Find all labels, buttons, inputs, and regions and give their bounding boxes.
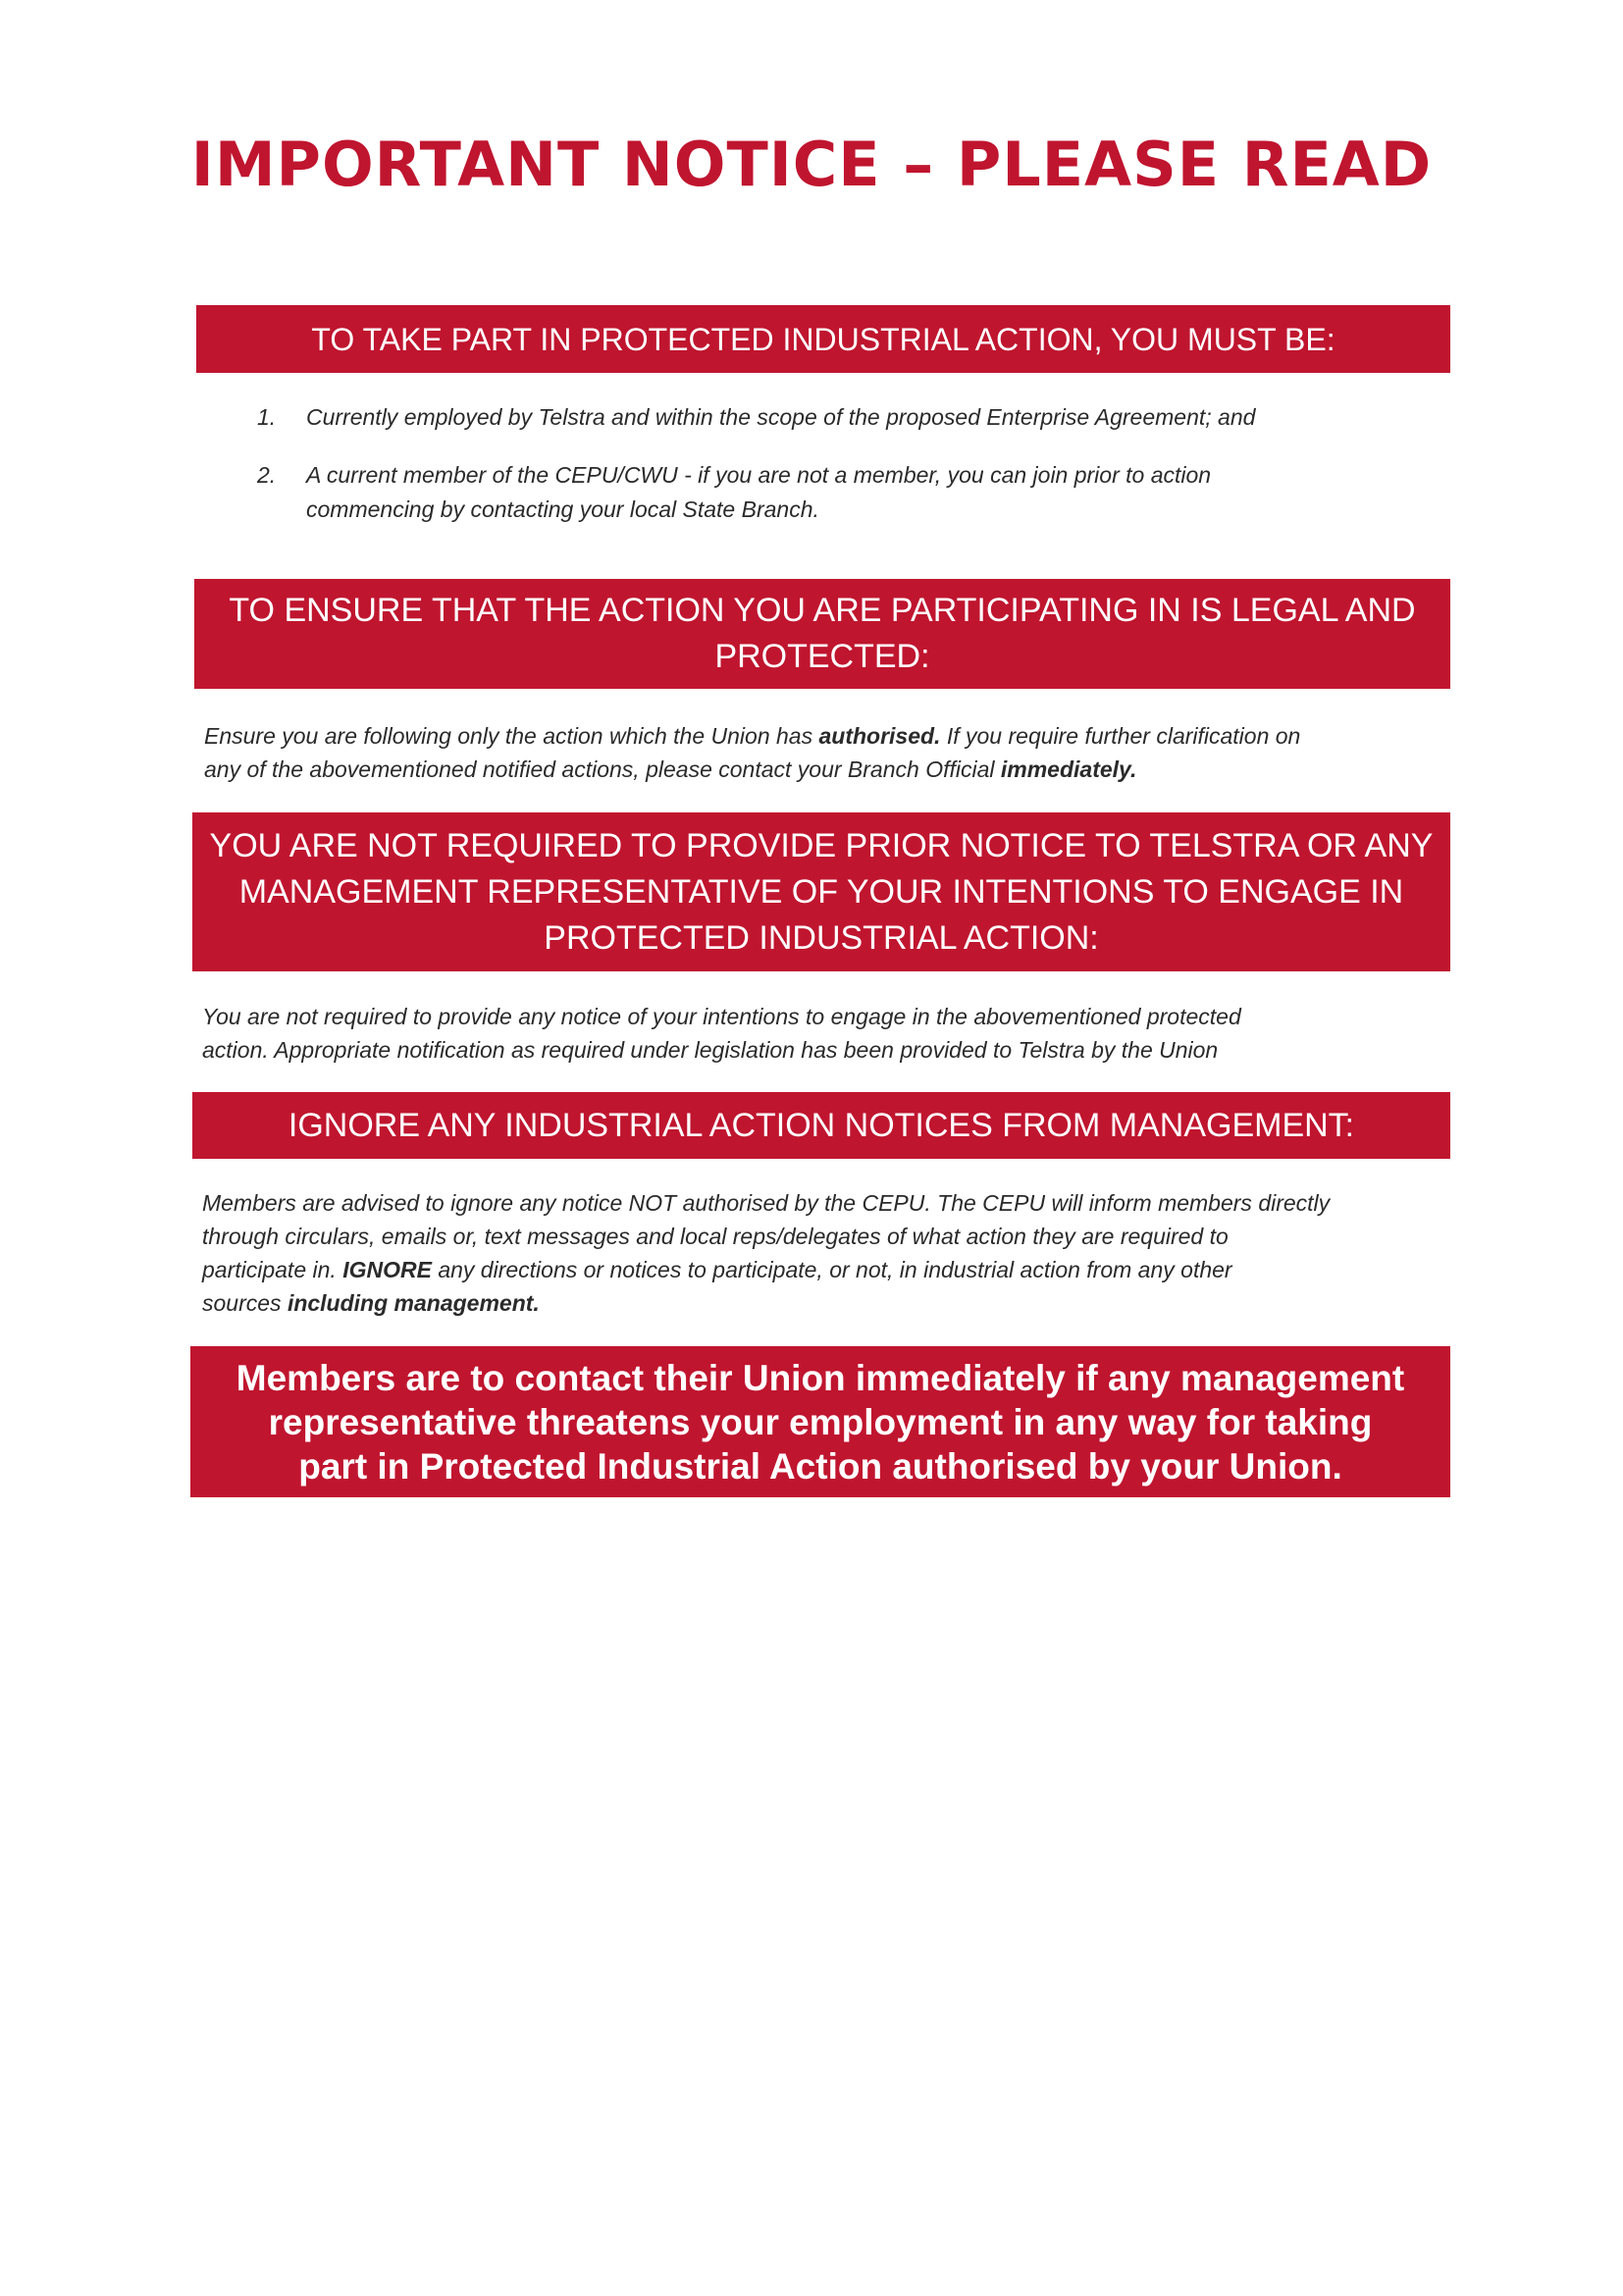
eligibility-banner xyxy=(196,305,1450,373)
list-item-text: A current member of the CEPU/CWU - if you are not a member, you can join prior to action commencing by contacting your local State Branch. xyxy=(306,462,1212,522)
list-item-number: 1. xyxy=(257,404,277,430)
legal-action-heading-line: PROTECTED: xyxy=(714,638,930,675)
legal-action-text: Ensure you are following only the action which the Union has authorised. If you require further clarification on any of the abovementioned notified actions, please contact your Branch Official immediately. xyxy=(204,723,1301,782)
no-notice-heading-line: PROTECTED INDUSTRIAL ACTION: xyxy=(544,918,1099,957)
legal-action-heading-line: TO ENSURE THAT THE ACTION YOU ARE PARTICIPATING IN IS LEGAL AND xyxy=(229,592,1416,629)
contact-union-line: Members are to contact their Union immediately if any management xyxy=(236,1357,1405,1398)
no-notice-heading-line: YOU ARE NOT REQUIRED TO PROVIDE PRIOR NOTICE TO TELSTRA OR ANY xyxy=(209,826,1434,864)
ignore-notices-banner xyxy=(192,1092,1450,1159)
eligibility-heading: TO TAKE PART IN PROTECTED INDUSTRIAL ACTION, YOU MUST BE: xyxy=(311,321,1335,357)
no-notice-text: You are not required to provide any notice of your intentions to engage in the abovementioned protected action. Appropriate notification as required under legislation has been provided to Telstra by the Union xyxy=(202,1004,1241,1063)
ignore-notices-heading: IGNORE ANY INDUSTRIAL ACTION NOTICES FROM MANAGEMENT: xyxy=(288,1106,1355,1144)
list-item-number: 2. xyxy=(257,462,277,488)
page-title: IMPORTANT NOTICE – PLEASE READ xyxy=(190,129,1433,200)
contact-union-line: part in Protected Industrial Action authorised by your Union. xyxy=(298,1445,1342,1487)
list-item-text: Currently employed by Telstra and within the scope of the proposed Enterprise Agreement; and xyxy=(306,404,1256,430)
contact-union-line: representative threatens your employment in any way for taking xyxy=(268,1401,1373,1442)
contact-union-banner xyxy=(190,1346,1450,1497)
ignore-notices-text: Members are advised to ignore any notice NOT authorised by the CEPU. The CEPU will inform members directly through circulars, emails or, text messages and local reps/delegates of what action they are required to participate in. IGNORE any directions or notices to participate, or not, in industrial action from any other sources including management. xyxy=(202,1190,1331,1316)
no-notice-banner xyxy=(192,812,1450,971)
legal-action-banner xyxy=(194,579,1450,689)
no-notice-heading-line: MANAGEMENT REPRESENTATIVE OF YOUR INTENTIONS TO ENGAGE IN xyxy=(238,872,1404,911)
